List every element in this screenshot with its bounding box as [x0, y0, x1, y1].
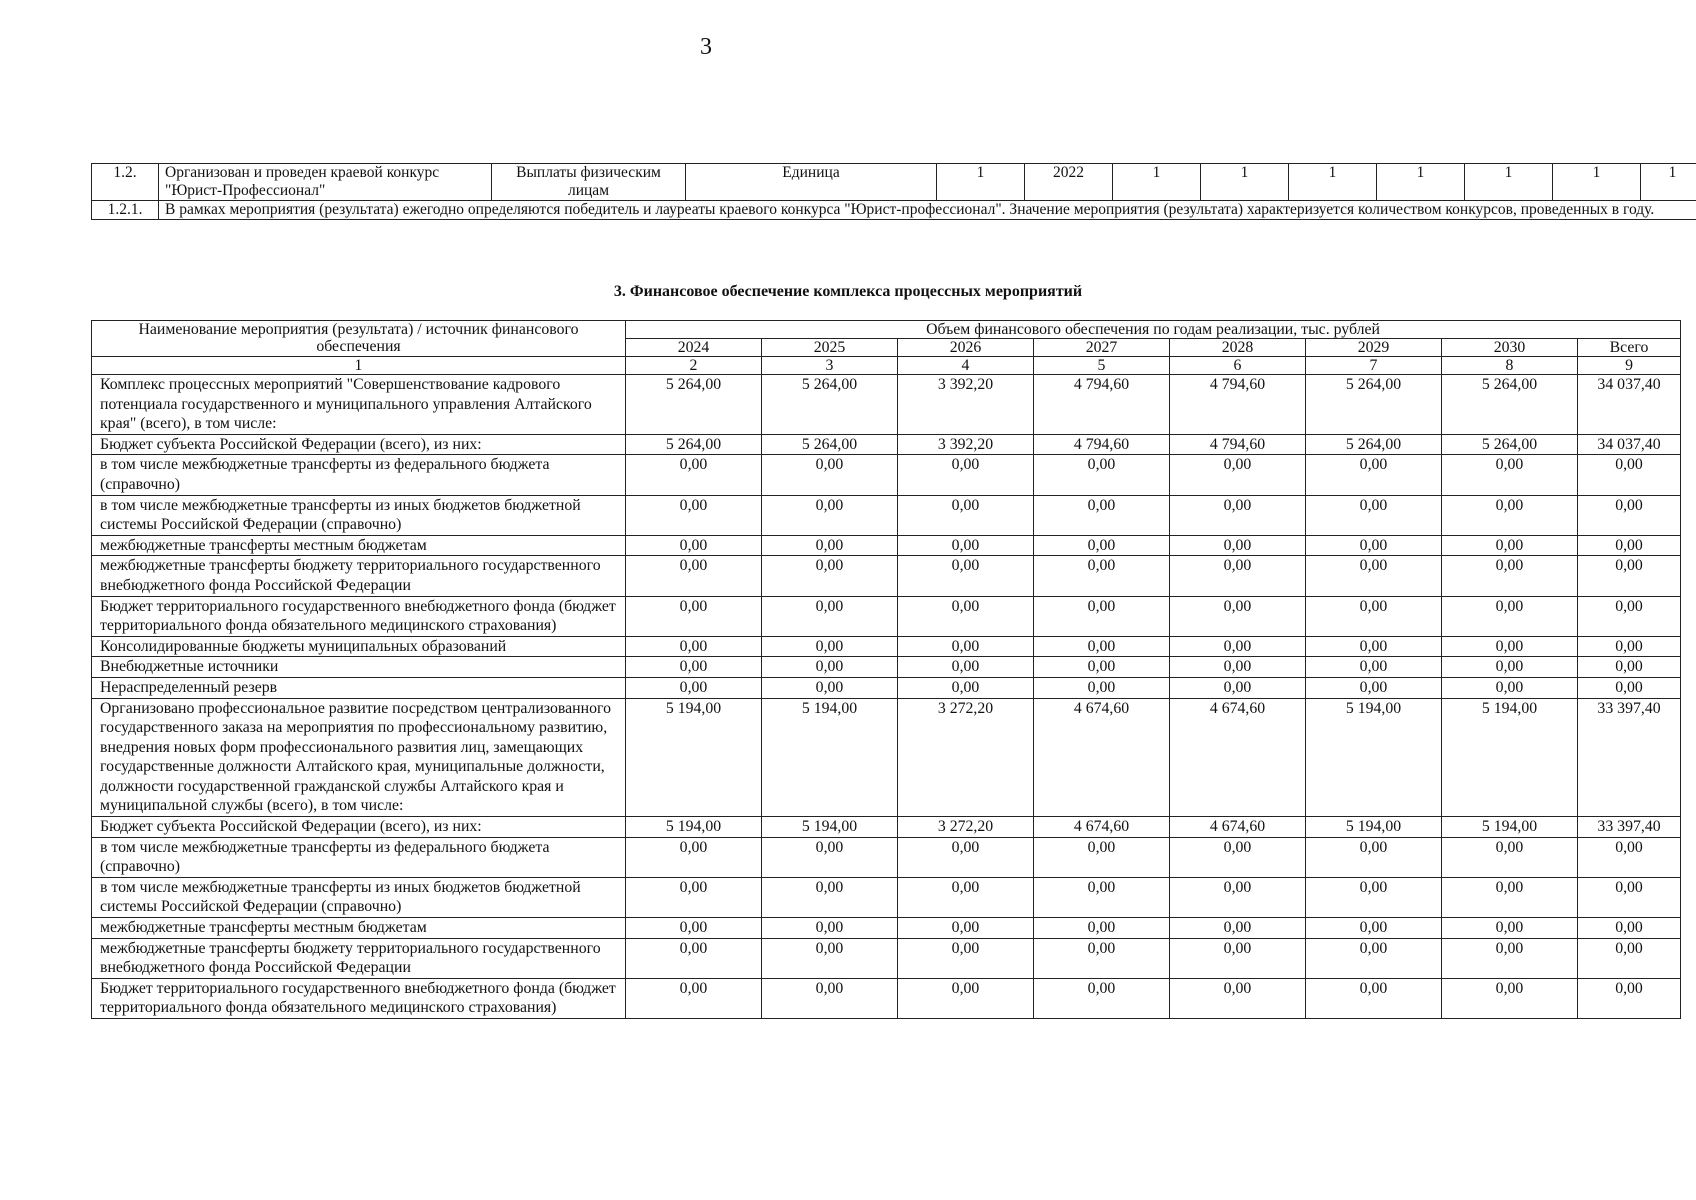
- row-value: 0,00: [762, 918, 898, 939]
- row-value: 0,00: [1442, 556, 1578, 596]
- row-value: 3 392,20: [898, 434, 1034, 455]
- row-value: 0,00: [1306, 636, 1442, 657]
- finance-row: [92, 918, 1681, 939]
- header-volume: Объем финансового обеспечения по годам реализации, тыс. рублей: [626, 321, 1681, 339]
- header-year: 2026: [898, 339, 1034, 357]
- row-value: 0,00: [1170, 938, 1306, 978]
- row-value: 5 194,00: [762, 698, 898, 817]
- finance-row: [92, 837, 1681, 877]
- row-value: 0,00: [626, 657, 762, 678]
- row-value: 3 272,20: [898, 698, 1034, 817]
- column-number: 6: [1170, 357, 1306, 375]
- row-value: 0,00: [1034, 455, 1170, 495]
- row-name: межбюджетные трансферты бюджету территориального государственного внебюджетного фонда Российской Федерации: [92, 556, 626, 596]
- header-year: 2024: [626, 339, 762, 357]
- row-value: 0,00: [1170, 657, 1306, 678]
- row-value: 0,00: [626, 596, 762, 636]
- row-value: 0,00: [898, 455, 1034, 495]
- indicator-value: 1: [1201, 164, 1289, 201]
- header-year: 2028: [1170, 339, 1306, 357]
- row-value: 5 194,00: [1306, 817, 1442, 838]
- row-value: 0,00: [626, 877, 762, 917]
- row-total: 0,00: [1578, 495, 1681, 535]
- row-total: 34 037,40: [1578, 375, 1681, 435]
- note-number: 1.2.1.: [92, 201, 159, 220]
- row-name: межбюджетные трансферты местным бюджетам: [92, 918, 626, 939]
- row-name: в том числе межбюджетные трансферты из иных бюджетов бюджетной системы Российской Федерации (справочно): [92, 877, 626, 917]
- row-value: 0,00: [898, 978, 1034, 1018]
- indicator-note-row: [92, 201, 1696, 220]
- row-value: 0,00: [1034, 938, 1170, 978]
- row-value: 5 194,00: [1442, 698, 1578, 817]
- finance-row: [92, 375, 1681, 435]
- row-value: 0,00: [762, 596, 898, 636]
- header-year: 2025: [762, 339, 898, 357]
- header-year: 2027: [1034, 339, 1170, 357]
- indicator-unit: Единица: [686, 164, 937, 201]
- row-value: 3 272,20: [898, 817, 1034, 838]
- row-value: 5 194,00: [762, 817, 898, 838]
- finance-row: [92, 455, 1681, 495]
- row-value: 0,00: [1170, 556, 1306, 596]
- row-value: 4 794,60: [1034, 375, 1170, 435]
- row-value: 0,00: [1170, 978, 1306, 1018]
- row-name: Бюджет субъекта Российской Федерации (всего), из них:: [92, 817, 626, 838]
- row-value: 0,00: [1442, 657, 1578, 678]
- row-value: 0,00: [762, 535, 898, 556]
- row-value: 0,00: [1306, 455, 1442, 495]
- finance-row: [92, 596, 1681, 636]
- indicator-value: 1: [1641, 164, 1696, 201]
- row-value: 0,00: [1442, 535, 1578, 556]
- finance-row: [92, 636, 1681, 657]
- indicator-value: 1: [1289, 164, 1377, 201]
- row-value: 5 194,00: [1442, 817, 1578, 838]
- column-number: 8: [1442, 357, 1578, 375]
- row-value: 0,00: [898, 556, 1034, 596]
- row-value: 0,00: [1306, 837, 1442, 877]
- indicator-row: [92, 164, 1696, 201]
- row-value: 4 674,60: [1034, 817, 1170, 838]
- row-value: 0,00: [1034, 657, 1170, 678]
- row-value: 0,00: [898, 677, 1034, 698]
- row-value: 0,00: [898, 837, 1034, 877]
- row-value: 5 264,00: [762, 434, 898, 455]
- finance-row: [92, 978, 1681, 1018]
- row-value: 0,00: [626, 455, 762, 495]
- row-value: 0,00: [1034, 495, 1170, 535]
- row-total: 0,00: [1578, 837, 1681, 877]
- row-value: 0,00: [1442, 596, 1578, 636]
- row-value: 0,00: [1034, 636, 1170, 657]
- row-name: Комплекс процессных мероприятий "Совершенствование кадрового потенциала государственного и муниципального управления Алтайского края" (всего), в том числе:: [92, 375, 626, 435]
- row-value: 0,00: [1306, 556, 1442, 596]
- finance-row: [92, 938, 1681, 978]
- finance-row: [92, 657, 1681, 678]
- column-number: 3: [762, 357, 898, 375]
- row-total: 0,00: [1578, 556, 1681, 596]
- row-value: 0,00: [762, 455, 898, 495]
- row-value: 0,00: [626, 495, 762, 535]
- row-name: Нераспределенный резерв: [92, 677, 626, 698]
- indicator-value: 1: [1465, 164, 1553, 201]
- row-value: 0,00: [762, 636, 898, 657]
- row-total: 0,00: [1578, 877, 1681, 917]
- finance-row: [92, 556, 1681, 596]
- row-value: 0,00: [626, 978, 762, 1018]
- row-value: 0,00: [626, 918, 762, 939]
- row-value: 0,00: [898, 918, 1034, 939]
- header-year: 2029: [1306, 339, 1442, 357]
- row-total: 0,00: [1578, 918, 1681, 939]
- finance-row: [92, 535, 1681, 556]
- column-number: 4: [898, 357, 1034, 375]
- row-value: 0,00: [1034, 556, 1170, 596]
- row-total: 0,00: [1578, 938, 1681, 978]
- row-value: 0,00: [626, 636, 762, 657]
- row-value: 5 264,00: [762, 375, 898, 435]
- row-total: 33 397,40: [1578, 698, 1681, 817]
- row-value: 0,00: [1306, 877, 1442, 917]
- row-name: в том числе межбюджетные трансферты из иных бюджетов бюджетной системы Российской Федерации (справочно): [92, 495, 626, 535]
- row-value: 0,00: [762, 938, 898, 978]
- row-total: 0,00: [1578, 978, 1681, 1018]
- note-text: В рамках мероприятия (результата) ежегодно определяются победитель и лауреаты краевого конкурса "Юрист-профессионал". Значение мероприятия (результата) характеризуется количеством конкурсов, проведенных в году.: [159, 201, 1696, 220]
- row-value: 0,00: [898, 495, 1034, 535]
- row-total: 0,00: [1578, 636, 1681, 657]
- indicator-type: Выплаты физическим лицам: [492, 164, 686, 201]
- row-name: в том числе межбюджетные трансферты из федерального бюджета (справочно): [92, 455, 626, 495]
- row-name: Организовано профессиональное развитие посредством централизованного государственного заказа на мероприятия по профессиональному развитию, внедрения новых форм профессионального развития лиц, замещающих государственные должности Алтайского края, муниципальные должности, должности государственной гражданской службы Алтайского края и муниципальной службы (всего), в том числе:: [92, 698, 626, 817]
- row-value: 5 264,00: [1442, 434, 1578, 455]
- row-name: Внебюджетные источники: [92, 657, 626, 678]
- row-value: 0,00: [626, 677, 762, 698]
- row-value: 0,00: [1034, 918, 1170, 939]
- row-value: 0,00: [1034, 877, 1170, 917]
- page-number: 3: [700, 34, 712, 60]
- row-value: 0,00: [1442, 877, 1578, 917]
- row-value: 0,00: [1170, 918, 1306, 939]
- row-value: 0,00: [762, 495, 898, 535]
- finance-row: [92, 877, 1681, 917]
- row-value: 0,00: [898, 657, 1034, 678]
- row-value: 0,00: [898, 596, 1034, 636]
- indicator-base-year: 2022: [1025, 164, 1113, 201]
- row-name: Бюджет территориального государственного внебюджетного фонда (бюджет территориального фонда обязательного медицинского страхования): [92, 596, 626, 636]
- section-title: 3. Финансовое обеспечение комплекса процессных мероприятий: [613, 283, 1083, 300]
- row-value: 0,00: [762, 677, 898, 698]
- row-value: 3 392,20: [898, 375, 1034, 435]
- indicator-base-value: 1: [937, 164, 1025, 201]
- finance-table: [91, 320, 1681, 1019]
- row-value: 0,00: [762, 877, 898, 917]
- row-name: в том числе межбюджетные трансферты из федерального бюджета (справочно): [92, 837, 626, 877]
- indicator-name: Организован и проведен краевой конкурс "Юрист-Профессионал": [159, 164, 492, 201]
- column-number: 9: [1578, 357, 1681, 375]
- row-value: 0,00: [1306, 938, 1442, 978]
- row-name: межбюджетные трансферты местным бюджетам: [92, 535, 626, 556]
- row-value: 0,00: [1442, 455, 1578, 495]
- row-value: 0,00: [898, 636, 1034, 657]
- row-value: 0,00: [1306, 657, 1442, 678]
- row-value: 4 794,60: [1170, 434, 1306, 455]
- row-total: 0,00: [1578, 657, 1681, 678]
- indicator-value: 1: [1113, 164, 1201, 201]
- row-value: 5 264,00: [1442, 375, 1578, 435]
- column-number: 7: [1306, 357, 1442, 375]
- row-value: 0,00: [1306, 495, 1442, 535]
- finance-row: [92, 495, 1681, 535]
- row-total: 33 397,40: [1578, 817, 1681, 838]
- row-value: 0,00: [626, 938, 762, 978]
- row-value: 0,00: [1442, 495, 1578, 535]
- row-value: 0,00: [1034, 677, 1170, 698]
- row-value: 5 264,00: [1306, 434, 1442, 455]
- indicator-number: 1.2.: [92, 164, 159, 201]
- row-value: 4 794,60: [1170, 375, 1306, 435]
- row-value: 0,00: [1170, 495, 1306, 535]
- row-value: 0,00: [1306, 596, 1442, 636]
- finance-row: [92, 434, 1681, 455]
- row-value: 0,00: [1442, 918, 1578, 939]
- row-value: 0,00: [1034, 978, 1170, 1018]
- finance-row: [92, 698, 1681, 817]
- row-value: 4 674,60: [1034, 698, 1170, 817]
- row-value: 4 674,60: [1170, 817, 1306, 838]
- row-value: 0,00: [898, 938, 1034, 978]
- row-name: межбюджетные трансферты бюджету территориального государственного внебюджетного фонда Российской Федерации: [92, 938, 626, 978]
- row-value: 0,00: [1034, 535, 1170, 556]
- indicator-value: 1: [1377, 164, 1465, 201]
- row-value: 0,00: [1306, 535, 1442, 556]
- row-total: 0,00: [1578, 535, 1681, 556]
- finance-row: [92, 677, 1681, 698]
- row-value: 4 674,60: [1170, 698, 1306, 817]
- row-value: 0,00: [1442, 938, 1578, 978]
- row-value: 0,00: [1442, 978, 1578, 1018]
- row-value: 5 194,00: [626, 817, 762, 838]
- row-value: 0,00: [1170, 455, 1306, 495]
- row-value: 0,00: [1442, 636, 1578, 657]
- row-value: 0,00: [1442, 837, 1578, 877]
- header-name: Наименование мероприятия (результата) / источник финансового обеспечения: [92, 321, 626, 357]
- row-value: 5 264,00: [1306, 375, 1442, 435]
- row-value: 0,00: [626, 535, 762, 556]
- indicators-table: [91, 163, 1696, 220]
- row-value: 5 264,00: [626, 375, 762, 435]
- row-value: 0,00: [626, 837, 762, 877]
- row-value: 0,00: [1034, 837, 1170, 877]
- row-value: 5 194,00: [1306, 698, 1442, 817]
- row-value: 0,00: [1442, 677, 1578, 698]
- row-value: 0,00: [1306, 978, 1442, 1018]
- column-number: 1: [92, 357, 626, 375]
- row-total: 0,00: [1578, 677, 1681, 698]
- row-value: 0,00: [1170, 596, 1306, 636]
- row-value: 0,00: [1170, 877, 1306, 917]
- column-number: 2: [626, 357, 762, 375]
- row-value: 0,00: [1170, 636, 1306, 657]
- row-value: 0,00: [626, 556, 762, 596]
- row-value: 4 794,60: [1034, 434, 1170, 455]
- row-name: Консолидированные бюджеты муниципальных образований: [92, 636, 626, 657]
- row-value: 0,00: [762, 837, 898, 877]
- row-name: Бюджет территориального государственного внебюджетного фонда (бюджет территориального фонда обязательного медицинского страхования): [92, 978, 626, 1018]
- indicator-value: 1: [1553, 164, 1641, 201]
- row-value: 0,00: [762, 556, 898, 596]
- row-name: Бюджет субъекта Российской Федерации (всего), из них:: [92, 434, 626, 455]
- row-total: 0,00: [1578, 596, 1681, 636]
- row-value: 0,00: [898, 535, 1034, 556]
- finance-row: [92, 817, 1681, 838]
- column-number: 5: [1034, 357, 1170, 375]
- row-value: 0,00: [898, 877, 1034, 917]
- row-value: 0,00: [1306, 677, 1442, 698]
- row-value: 0,00: [762, 657, 898, 678]
- row-value: 5 194,00: [626, 698, 762, 817]
- row-value: 0,00: [1170, 677, 1306, 698]
- row-total: 34 037,40: [1578, 434, 1681, 455]
- row-value: 0,00: [1034, 596, 1170, 636]
- row-value: 0,00: [1306, 918, 1442, 939]
- header-year: 2030: [1442, 339, 1578, 357]
- row-value: 0,00: [1170, 535, 1306, 556]
- row-value: 0,00: [1170, 837, 1306, 877]
- row-value: 5 264,00: [626, 434, 762, 455]
- row-value: 0,00: [762, 978, 898, 1018]
- header-total: Всего: [1578, 339, 1681, 357]
- row-total: 0,00: [1578, 455, 1681, 495]
